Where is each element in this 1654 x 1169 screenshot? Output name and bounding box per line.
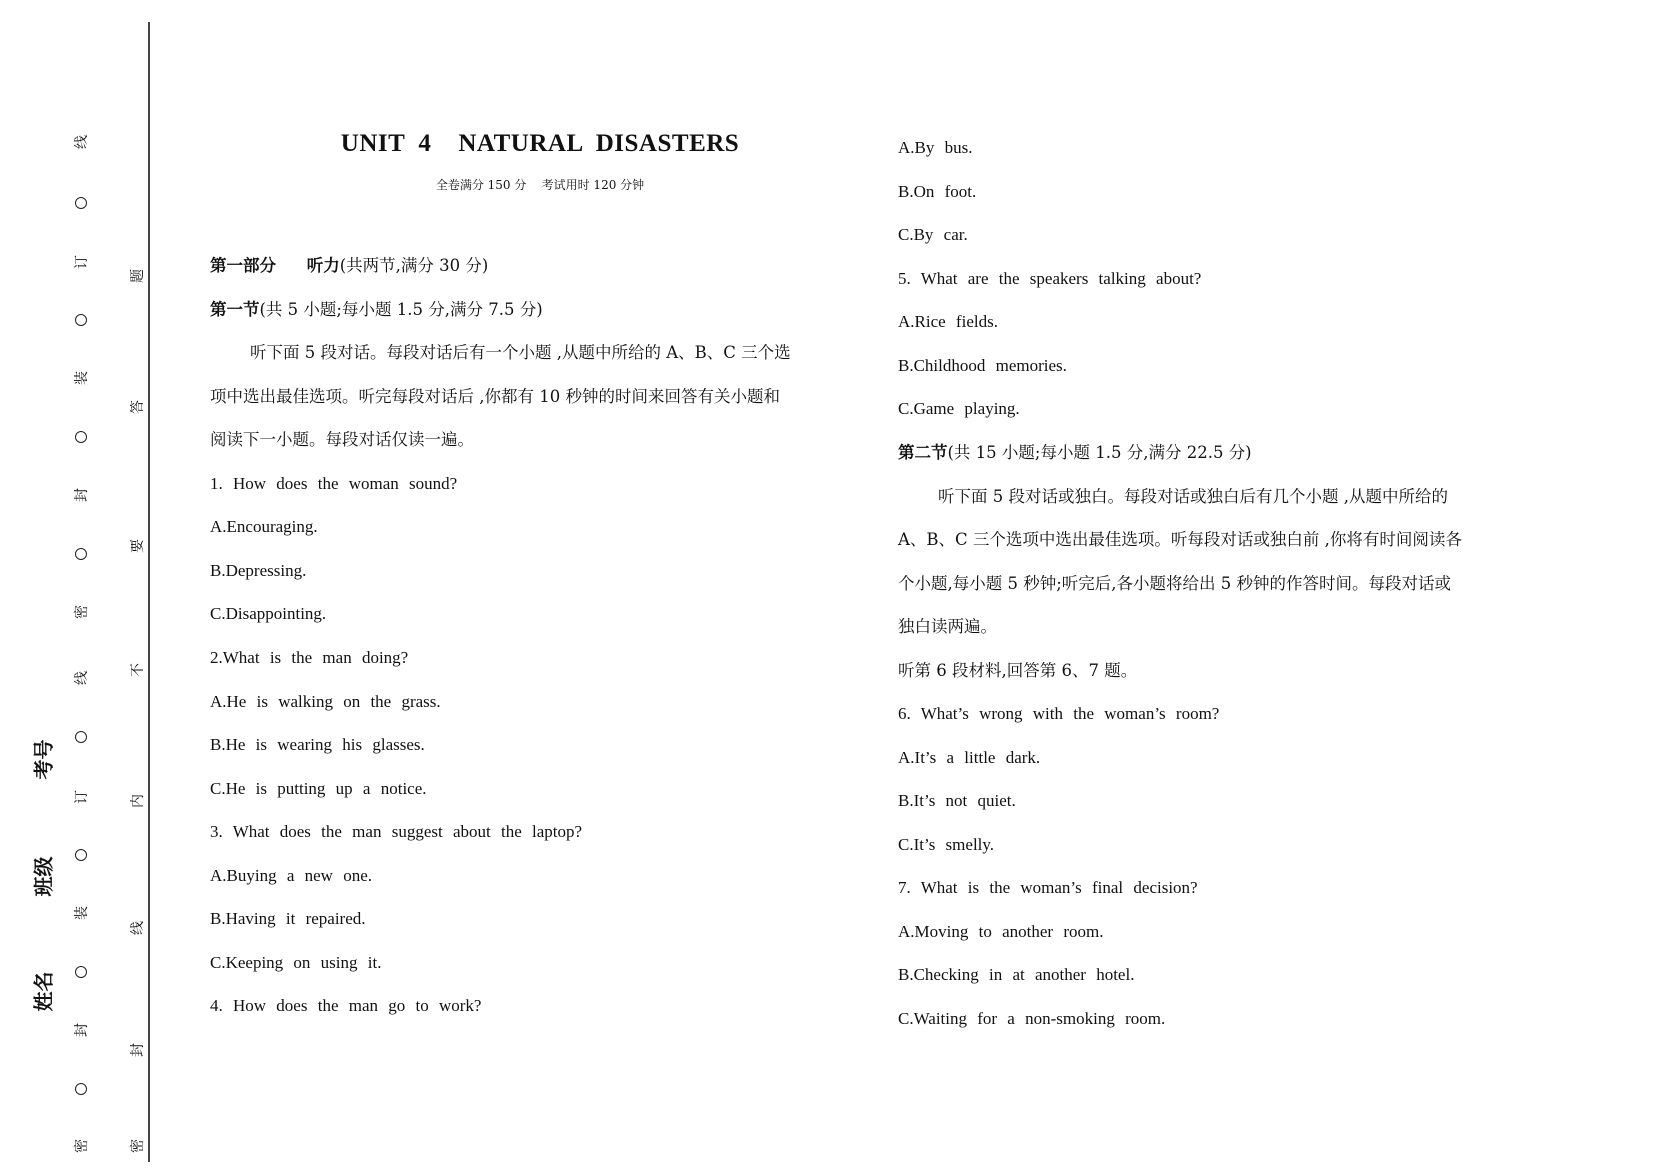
outer-seal-char: 装 xyxy=(74,371,90,385)
inner-seal-char: 线 xyxy=(130,921,146,935)
answer-option: A.Rice fields. xyxy=(898,312,998,331)
binding-hole xyxy=(75,197,87,209)
inner-seal-char: 题 xyxy=(130,269,146,283)
answer-option: B.Checking in at another hotel. xyxy=(898,965,1135,984)
section1-note: (共 5 小题;每小题 1.5 分,满分 7.5 分) xyxy=(259,300,543,319)
section2-label: 第二节 xyxy=(898,443,948,462)
section1-label: 第一节 xyxy=(210,300,260,319)
answer-option: C.Disappointing. xyxy=(210,604,327,623)
question-text: 6. What’s wrong with the woman’s room? xyxy=(898,704,1220,723)
answer-option: A.By bus. xyxy=(898,138,973,157)
binding-hole xyxy=(75,731,87,743)
answer-option: A.He is walking on the grass. xyxy=(210,692,441,711)
question-text: 1. How does the woman sound? xyxy=(210,474,458,493)
answer-option: A.Buying a new one. xyxy=(210,866,373,885)
inner-seal-char: 密 xyxy=(130,1139,146,1153)
section2-instruction-line: A、B、C 三个选项中选出最佳选项。听每段对话或独白前 ,你将有时间阅读各 xyxy=(898,530,1462,549)
outer-seal-char: 线 xyxy=(74,135,90,149)
binding-hole xyxy=(75,314,87,326)
outer-seal-char: 订 xyxy=(74,255,90,269)
answer-option: C.Game playing. xyxy=(898,399,1020,418)
answer-option: B.On foot. xyxy=(898,182,977,201)
outer-seal-char: 线 xyxy=(74,671,90,685)
answer-option: C.It’s smelly. xyxy=(898,835,995,854)
part1-label: 第一部分 xyxy=(210,256,276,275)
material-note: 听第 6 段材料,回答第 6、7 题。 xyxy=(898,661,1138,680)
question-text: 7. What is the woman’s final decision? xyxy=(898,878,1198,897)
question-text: 3. What does the man suggest about the laptop? xyxy=(210,822,583,841)
answer-option: C.Waiting for a non-smoking room. xyxy=(898,1009,1166,1028)
binding-hole xyxy=(75,966,87,978)
question-text: 5. What are the speakers talking about? xyxy=(898,269,1202,288)
answer-option: B.It’s not quiet. xyxy=(898,791,1016,810)
part1-name: 听力 xyxy=(306,256,340,275)
inner-seal-char: 内 xyxy=(130,794,146,808)
binding-hole xyxy=(75,849,87,861)
exam-number-label: 考号 xyxy=(31,739,56,780)
outer-seal-char: 封 xyxy=(74,1023,90,1037)
outer-seal-char: 封 xyxy=(74,488,90,502)
section2-heading xyxy=(898,441,1252,465)
part1-note: (共两节,满分 30 分) xyxy=(339,256,489,275)
outer-seal-char: 装 xyxy=(74,906,90,920)
inner-seal-char: 要 xyxy=(130,539,146,553)
answer-option: A.It’s a little dark. xyxy=(898,748,1041,767)
answer-option: B.Having it repaired. xyxy=(210,909,366,928)
binding-line xyxy=(148,22,150,1162)
binding-hole xyxy=(75,1083,87,1095)
answer-option: B.He is wearing his glasses. xyxy=(210,735,425,754)
answer-option: C.By car. xyxy=(898,225,968,244)
unit-title: UNIT 4 NATURAL DISASTERS xyxy=(340,130,740,157)
inner-seal-char: 封 xyxy=(130,1043,146,1057)
outer-seal-char: 密 xyxy=(74,1139,90,1153)
section2-note: (共 15 小题;每小题 1.5 分,满分 22.5 分) xyxy=(947,443,1252,462)
binding-margin xyxy=(0,0,150,1169)
section2-instruction-line: 个小题,每小题 5 秒钟;听完后,各小题将给出 5 秒钟的作答时间。每段对话或 xyxy=(898,574,1452,593)
exam-info-subtitle: 全卷满分 150 分 考试用时 120 分钟 xyxy=(435,178,645,192)
inner-seal-char: 不 xyxy=(130,663,146,677)
section1-instruction-line: 听下面 5 段对话。每段对话后有一个小题 ,从题中所给的 A、B、C 三个选 xyxy=(250,343,791,362)
answer-option: C.He is putting up a notice. xyxy=(210,779,427,798)
answer-option: A.Encouraging. xyxy=(210,517,318,536)
part1-heading xyxy=(210,254,488,278)
section1-heading xyxy=(210,298,543,322)
answer-option: A.Moving to another room. xyxy=(898,922,1104,941)
answer-option: B.Childhood memories. xyxy=(898,356,1067,375)
question-text: 2.What is the man doing? xyxy=(210,648,409,667)
section1-instruction-line: 项中选出最佳选项。听完每段对话后 ,你都有 10 秒钟的时间来回答有关小题和 xyxy=(210,387,780,406)
inner-seal-char: 答 xyxy=(130,400,146,414)
name-label: 姓名 xyxy=(31,971,56,1012)
section2-instruction-line: 听下面 5 段对话或独白。每段对话或独白后有几个小题 ,从题中所给的 xyxy=(938,487,1448,506)
section2-instruction-line: 独白读两遍。 xyxy=(898,617,997,636)
binding-hole xyxy=(75,548,87,560)
binding-hole xyxy=(75,431,87,443)
class-label: 班级 xyxy=(31,856,56,897)
outer-seal-char: 密 xyxy=(74,605,90,619)
section1-instruction-line: 阅读下一小题。每段对话仅读一遍。 xyxy=(210,430,474,449)
question-text: 4. How does the man go to work? xyxy=(210,996,482,1015)
answer-option: B.Depressing. xyxy=(210,561,307,580)
answer-option: C.Keeping on using it. xyxy=(210,953,382,972)
outer-seal-char: 订 xyxy=(74,790,90,804)
